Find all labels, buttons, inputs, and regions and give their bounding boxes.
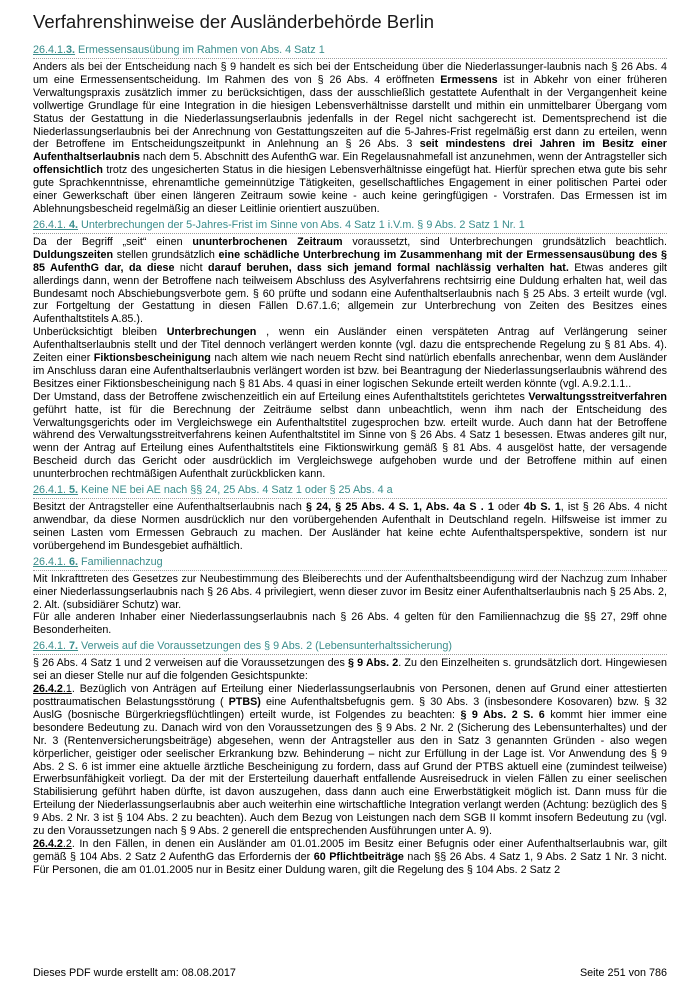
bold-text: seit mindestens drei Jahren im Besitz einer Aufenthaltserlaubnis	[33, 138, 667, 164]
bold-text: Unterbrechungen	[166, 326, 257, 339]
bold-text: darauf beruhen, dass sich jemand formal nachlässig verhalten hat.	[208, 261, 569, 274]
section-number-link[interactable]: 26.4.1. 7.	[33, 640, 79, 653]
text-run: stellen grundsätzlich	[113, 248, 219, 261]
text-run: , wenn ein Ausländer einen verspäteten Antrag auf Verlängerung seiner Aufenthaltserlaubnis stellt und der Titel dennoch verlängert werden konnte (vgl. dazu die entsprechende Regelung zu § 81 Abs. 4). Zeiten einer	[33, 326, 667, 365]
text-run: , ist § 26 Abs. 4 nicht anwendbar, da diese Normen ausdrücklich nur den vorübergehenden Aufenthalt in Deutschland regeln. Hilfsweise ist immer zu seinen Lasten vom Ermessen Gebrauch zu machen. Der Ausländer hat keine echte Aufenthaltsperspektive, sondern ist nur vorübergehend im Bundesgebiet aufhältlich.	[33, 501, 668, 552]
section-title: Ermessensausübung im Rahmen von Abs. 4 Satz 1	[75, 44, 325, 56]
section-heading[interactable]	[33, 556, 667, 571]
section-title: Unterbrechungen der 5-Jahres-Frist im Sinne von Abs. 4 Satz 1 i.V.m. § 9 Abs. 2 Satz 1 Nr. 1	[78, 218, 525, 231]
text-run: Der Umstand, dass der Betroffene zwischenzeitlich ein auf Erteilung eines Aufenthaltstitels gerichtetes	[33, 390, 529, 403]
text-run: . Bezüglich von Anträgen auf Erteilung einer Niederlassungserlaubnis von Personen, denen auf Grund einer attestierten posttraumatischen Belastungsstörung (	[33, 683, 667, 708]
bold-text: § 24, § 25 Abs. 4 S. 1, Abs. 4a S . 1	[306, 501, 494, 514]
text-run: nach altem wie nach neuem Recht sind natürlich ebenfalls anrechenbar, wenn dem Ausländer im Anschluss daran eine Aufenthaltserlaubnis verlängert worden ist bzw. bei Beantragung der Niederlassungserlaubnis während des Besitzes einer Fiktionsbescheinigung nach § 81 Abs. 4 quasi in einer logischen Sekunde erteilt werden könnte (vgl. A.9.2.1.1..	[33, 352, 667, 390]
bold-text: eine schädliche Unterbrechung im Zusammenhang mit der Ermessensausübung des § 85 AufenthG dar, da diese	[33, 248, 668, 274]
text-run: nach dem 5. Abschnitt des AufenthG war. Ein Regelausnahmefall ist anzunehmen, wenn der Antragsteller sich	[139, 151, 667, 164]
body-paragraph	[33, 573, 667, 612]
text-run: Etwas anderes gilt allerdings dann, wenn der Betroffene nach teilweisem Abschluss des Asylverfahrens rechtsirrig eine Duldung erhalten hat, weil das Bundesamt noch Abschiebungsverbote gem. § 60 prüfte und sodann eine Aufenthaltserlaubnis nach § 25 Abs. 3 erteilt wurde (vgl. zur Fortgeltung der Gestattung in diesen Fällen D.67.1.6; allgemein zur Unterbrechung von Zeiten des Besitzes eines Aufenthaltstitels A.85.).	[33, 261, 668, 326]
text-run: nicht	[174, 261, 209, 274]
text-run: Für alle anderen Inhaber einer Niederlassungserlaubnis nach § 26 Abs. 4 gelten für den Familiennachzug die §§ 27, 29ff ohne Besonderheiten.	[33, 611, 667, 637]
text-run: ist in Abkehr von einer früheren Verwaltungspraxis zusätzlich immer zu berücksichtigen, dass der ausschließlich gestattete Aufenthalt in der Vergangenheit keine vollwertige Grundlage für eine Integration in die hiesigen Lebensverhältnisse darstellt und mithin ein unmittelbarer Übergang vom Status der Gestattung in die Niederlassungserlaubnis jedenfalls in der Regel nicht sachgerecht ist. Dementsprechend ist die Niederlassungserlaubnis bei der Anrechnung von Gestattungszeiten auf die 5-Jahres-Frist regelmäßig erst dann zu erteilen, wenn der Betroffene im Entscheidungszeitpunkt in Anlehnung an § 26 Abs. 3	[33, 73, 668, 151]
text-run: Unberücksichtigt bleiben	[33, 326, 167, 339]
text-run: § 26 Abs. 4 Satz 1 und 2 verweisen auf die Voraussetzungen des	[33, 657, 349, 670]
footer-page-number: Seite 251 von 786	[579, 967, 667, 979]
section-number-link[interactable]: 26.4.1. 5.	[33, 484, 79, 497]
bold-text: Duldungszeiten	[33, 248, 114, 261]
text-run: kommt hier immer eine besondere Bedeutung zu. Danach wird von den Voraussetzungen des § 9 Abs. 2 Nr. 2 (Sicherung des Lebensunterhaltes) und der Nr. 3 (Rentenversicherungsbeiträge) abgesehen, wenn der Antragsteller aus den in Satz 3 genannten Gründen - also wegen körperlicher, geistiger oder seelischer Erkrankung bzw. Behinderung – nicht zur Erfüllung in der Lage ist. Vor Anwendung des § 9 Abs. 2 S. 6 ist immer eine aktuelle ärztliche Bescheinigung zu fordern, dass auf Grund der PTBS aktuell eine (zumindest teilweise) Erwerbsunfähigkeit vorliegt. Da der mit der Ersterteilung dauerhaft entfallende Ausreisedruck in vielen Fällen zu einer seelischen Stabilisierung geführt haben dürfte, ist davon auszugehen, dass dann auch eine Erwerbstätigkeit möglich ist. Dann muss für die Erteilung der Niederlassungserlaubnis aber auch weiterhin eine wirtschaftliche Integration verlangt werden (Achtung: bezüglich des § 9 Abs. 2 Nr. 3 ist § 104 Abs. 2 zu beachten). Auch dem Bezug von Leistungen nach dem SGB II kommt insofern Bedeutung zu (vgl. zu den Voraussetzungen nach § 9 Abs. 2 generell die entsprechenden Ausführungen unter A. 9).	[33, 708, 667, 838]
subsection-number: 26.4.2	[33, 683, 63, 696]
section-heading[interactable]	[33, 219, 667, 234]
bold-text: Fiktionsbescheinigung	[93, 352, 211, 365]
bold-text: Verwaltungsstreitverfahren	[528, 390, 667, 403]
body-paragraph	[33, 326, 667, 391]
text-run: voraussetzt, sind Unterbrechungen grundsätzlich beachtlich.	[342, 235, 667, 248]
text-run: . In den Fällen, in denen ein Ausländer am 01.01.2005 im Besitz einer Befugnis oder einer Aufenthaltserlaubnis war, gilt gemäß § 104 Abs. 2 Satz 2 AufenthG das Erfordernis der	[33, 837, 667, 863]
body-paragraph	[33, 838, 667, 877]
text-run: geführt hatte, ist für die Berechnung der Zeiträume selbst dann unbeachtlich, wenn ihm nach der Entscheidung des Verwaltungsgerichts oder im Vergleichswege ein Aufenthaltstitel zugesprochen bzw. erteilt wurde. Auch dann hat der Betroffene während des Verwaltungsstreitverfahrens keinen Aufenthaltstitel im Sinne von § 26 Abs. 4 Satz 1 besessen. Etwas anderes gilt nur, wenn der Antrag auf Erteilung eines Aufenthaltstitels eine Fiktionswirkung gemäß § 81 Abs. 4 ausgelöst hatte, der versagende Bescheid durch das Gericht oder ausdrücklich im Vergleichswege aufgehoben wurde und der Betroffene mithin auf einen ununterbrochen rechtmäßigen Aufenthalt zurückblicken kann.	[33, 403, 667, 481]
body-paragraph	[33, 657, 667, 683]
bold-text: Ermessens	[440, 73, 498, 86]
section-title: Keine NE bei AE nach §§ 24, 25 Abs. 4 Satz 1 oder § 25 Abs. 4 a	[78, 484, 393, 497]
underlined-text: .2	[62, 837, 72, 850]
body-paragraph	[33, 683, 667, 838]
section-heading[interactable]	[33, 640, 667, 655]
body-paragraph	[33, 61, 667, 216]
bold-text: PTBS)	[228, 695, 261, 708]
subsection-number: 26.4.2	[33, 837, 63, 850]
text-run: Anders als bei der Entscheidung nach § 9 handelt es sich bei der Entscheidung über die Niederlassunger-laubnis nach § 26 Abs. 4 um eine Ermessensentscheidung. Im Rahmen des von § 26 Abs. 4 eröffneten	[33, 61, 667, 86]
text-run: nach §§ 26 Abs. 4 Satz 1, 9 Abs. 2 Satz 1 Nr. 3 nicht. Für Personen, die am 01.01.2005 nur in Besitz einer Duldung waren, gilt die Regelung des § 104 Abs. 2 Satz 2	[33, 850, 667, 876]
bold-text: 4b S. 1	[523, 501, 561, 514]
bold-text: offensichtlich	[33, 164, 103, 177]
section-number-link[interactable]: 26.4.1. 6.	[33, 555, 79, 568]
section-number-link[interactable]: 26.4.1.3.	[33, 44, 76, 56]
section-number-link[interactable]: 26.4.1. 4.	[33, 218, 79, 231]
text-run: . Zu den Einzelheiten s. grundsätzlich dort. Hingewiesen sei an dieser Stelle nur auf die folgenden Gesichtspunkte:	[33, 657, 667, 683]
section-heading[interactable]	[33, 44, 667, 59]
bold-text: ununterbrochenen Zeitraum	[192, 235, 343, 248]
text-run: Da der Begriff „seit“ einen	[33, 235, 193, 248]
text-run: oder	[493, 501, 524, 514]
body-paragraph	[33, 236, 667, 326]
body-paragraph	[33, 611, 667, 637]
text-run: trotz des ungesicherten Status in die hiesigen Lebensverhältnisse eingefügt hat. Hierfür sprechen etwa gute bis sehr gute Sprachkenntnisse, ehrenamtliche gemeinnützige Tätigkeiten, gesellschaftliches Engagement in einer politischen Partei oder einer Gewerkschaft über einen längeren Zeitraum sowie keine - auch keine geringfügigen - Vorstrafen. Das Ermessen ist im Ablehnungsbescheid regelmäßig an dieser Leitlinie orientiert auszuüben.	[33, 164, 667, 215]
body-paragraph	[33, 391, 667, 481]
bold-text: § 9 Abs. 2	[348, 657, 399, 670]
bold-text: 60 Pflichtbeiträge	[313, 850, 404, 863]
text-run: eine Aufenthaltsbefugnis gem. § 30 Abs. 3 (insbesondere Kosovaren) bzw. § 32 AuslG (bosnische Bürgerkriegsflüchtlingen) erteilt wurde, ist Folgendes zu beachten:	[33, 695, 668, 721]
page-title: Verfahrenshinweise der Ausländerbehörde Berlin	[33, 11, 435, 32]
footer-created-date: Dieses PDF wurde erstellt am: 08.08.2017	[33, 967, 236, 979]
section-title: Verweis auf die Voraussetzungen des § 9 Abs. 2 (Lebensunterhaltssicherung)	[78, 640, 452, 653]
bold-text: § 9 Abs. 2 S. 6	[460, 708, 545, 721]
section-title: Familiennachzug	[78, 555, 163, 568]
section-heading[interactable]	[33, 484, 667, 499]
text-run: Mit Inkrafttreten des Gesetzes zur Neubestimmung des Bleiberechts und der Aufenthaltsbeendigung wird der Nachzug zum Inhaber einer Niederlassungserlaubnis nach § 26 Abs. 4 privilegiert, wenn dieser zuvor im Besitz einer Aufenthaltserlaubnis nach § 25 Abs. 2, 2. Alt. (subsidiärer Schutz) war.	[33, 572, 667, 611]
text-run: Besitzt der Antragsteller eine Aufenthaltserlaubnis nach	[33, 501, 307, 514]
underlined-text: .1	[62, 683, 72, 696]
body-paragraph	[33, 501, 667, 553]
document-body	[33, 41, 667, 877]
